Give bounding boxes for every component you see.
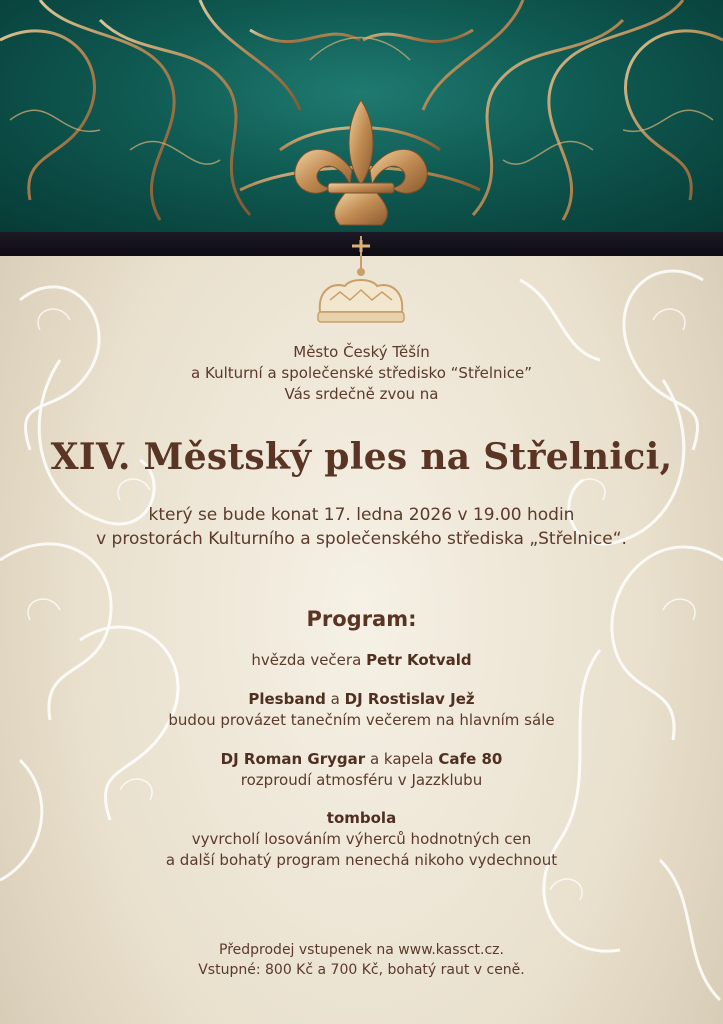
tombola-description: vyvrcholí losováním výherců hodnotných cen — [191, 830, 532, 848]
organizer-center: a Kulturní a společenské středisko “Střelnice” — [191, 364, 532, 382]
gold-flourish-ornament — [0, 0, 723, 232]
headliner-prefix: hvězda večera — [251, 651, 362, 669]
program-item-jazzclub — [0, 749, 723, 791]
tombola-label: tombola — [326, 809, 397, 827]
headliner-name: Petr Kotvald — [366, 651, 472, 669]
presale-line: Předprodej vstupenek na www.kassct.cz. — [219, 942, 504, 958]
event-title: XIV. Městský ples na Střelnici, — [50, 436, 673, 478]
band-name-2: Cafe 80 — [438, 750, 503, 768]
event-date-line: který se bude konat 17. ledna 2026 v 19.00 hodin — [148, 505, 575, 525]
dj-name-2: DJ Roman Grygar — [220, 750, 366, 768]
event-venue-line: v prostorách Kulturního a společenského střediska „Střelnice“. — [96, 529, 627, 549]
invitation-intro — [0, 342, 723, 405]
band-name: Plesband — [248, 690, 326, 708]
invitation-phrase: Vás srdečně zvou na — [284, 385, 439, 403]
organizer-city: Město Český Těšín — [293, 343, 430, 361]
program-heading: Program: — [306, 607, 417, 631]
jazzclub-description: rozproudí atmosféru v Jazzklubu — [240, 771, 483, 789]
ticket-info — [0, 940, 723, 980]
header-dark-band — [0, 232, 723, 256]
program-item-headliner — [0, 650, 723, 671]
conjunction: a — [330, 690, 340, 708]
dj-name: DJ Rostislav Jež — [344, 690, 475, 708]
program-item-main-hall — [0, 689, 723, 731]
closing-description: a další bohatý program nenechá nikoho vydechnout — [165, 851, 558, 869]
event-details — [0, 503, 723, 551]
main-hall-description: budou provázet tanečním večerem na hlavním sále — [168, 711, 555, 729]
fleur-de-lis-icon — [295, 100, 428, 225]
header-ornament-panel — [0, 0, 723, 232]
program-item-tombola — [0, 808, 723, 871]
price-line: Vstupné: 800 Kč a 700 Kč, bohatý raut v ceně. — [198, 962, 525, 978]
conjunction-2: a kapela — [369, 750, 434, 768]
